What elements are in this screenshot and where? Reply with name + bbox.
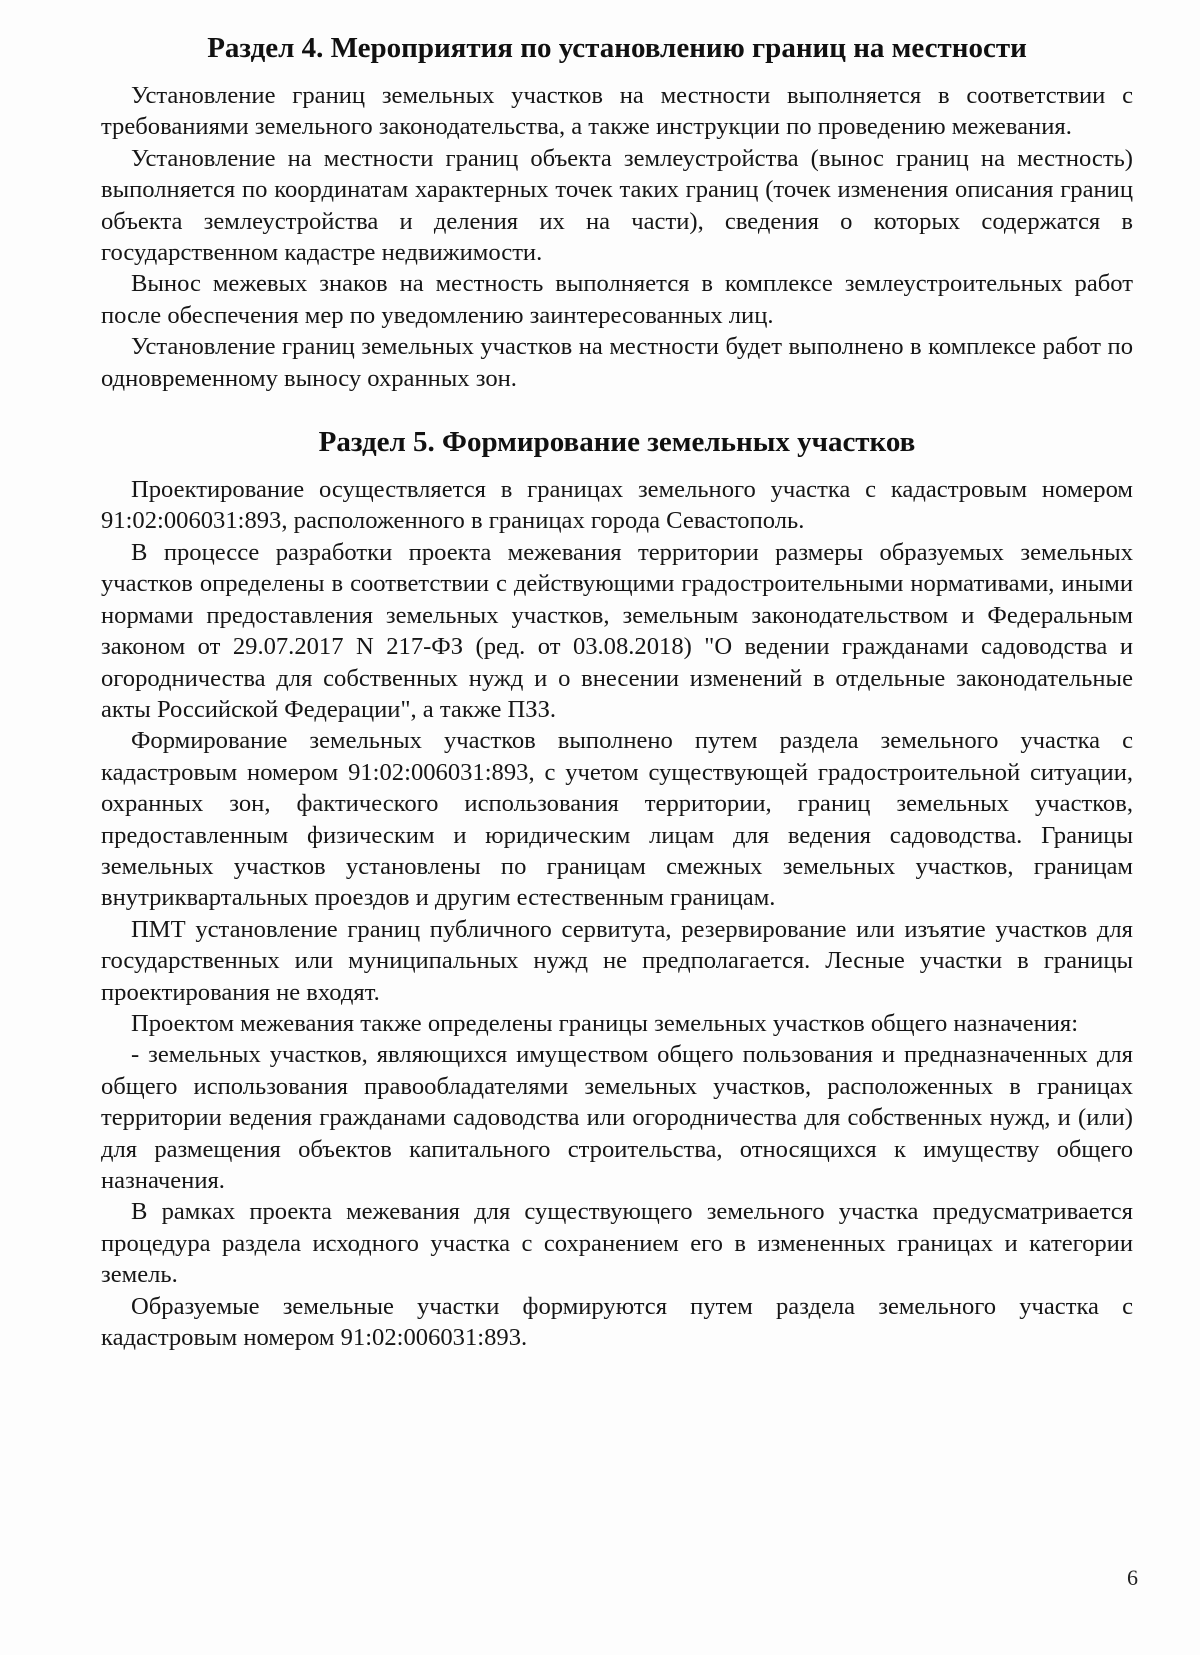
- section-4-paragraph-3: Вынос межевых знаков на местность выполняется в комплексе землеустроительных работ после обеспечения мер по уведомлению заинтересованных лиц.: [101, 270, 1133, 329]
- section-4-paragraph-4: Установление границ земельных участков на местности будет выполнено в комплексе работ по одновременному выносу охранных зон.: [101, 333, 1133, 392]
- section-5-paragraph-2: В процессе разработки проекта межевания территории размеры образуемых земельных участков определены в соответствии с действующими градостроительными нормативами, иными нормами предоставления земельных участков, земельным законодательством и Федеральным законом от 29.07.2017 N 217-ФЗ (ред. от 03.08.2018) "О ведении гражданами садоводства и огородничества для собственных нужд и о внесении изменений в отдельные законодательные акты Российской Федерации", а также ПЗЗ.: [101, 538, 1133, 723]
- section-5-paragraph-4: ПМТ установление границ публичного сервитута, резервирование или изъятие участков для государственных или муниципальных нужд не предполагается. Лесные участки в границы проектирования не входят.: [101, 915, 1133, 1006]
- section-5-paragraph-5: Проектом межевания также определены границы земельных участков общего назначения:: [131, 1009, 1079, 1037]
- section-4-paragraph-2: Установление на местности границ объекта землеустройства (вынос границ на местность) выполняется по координатам характерных точек таких границ (точек изменения описания границ объекта землеустройства и деления их на части), сведения о которых содержатся в государственном кадастре недвижимости.: [101, 144, 1133, 267]
- section-5-paragraph-3: Формирование земельных участков выполнено путем раздела земельного участка с кадастровым номером 91:02:006031:893, с учетом существующей градостроительной ситуации, охранных зон, фактического использования территории, границ земельных участков, предоставленным физическим и юридическим лицам для ведения садоводства. Границы земельных участков установлены по границам смежных земельных участков, границам внутриквартальных проездов и другим естественным границам.: [101, 727, 1133, 912]
- section-4-heading: Раздел 4. Мероприятия по установлению границ на местности: [207, 32, 1027, 64]
- page-content: [101, 30, 1133, 1353]
- section-4-paragraph-1: Установление границ земельных участков на местности выполняется в соответствии с требованиями земельного законодательства, а также инструкции по проведению межевания.: [101, 82, 1133, 141]
- section-5-paragraph-6: - земельных участков, являющихся имуществом общего пользования и предназначенных для общего использования правообладателями земельных участков, расположенных в границах территории ведения гражданами садоводства или огородничества для собственных нужд, и (или) для размещения объектов капитального строительства, относящихся к имуществу общего назначения.: [101, 1041, 1133, 1194]
- page-number: 6: [1127, 1565, 1138, 1590]
- section-5-heading: Раздел 5. Формирование земельных участков: [318, 426, 916, 459]
- section-5-paragraph-7: В рамках проекта межевания для существующего земельного участка предусматривается процедура раздела исходного участка с сохранением его в измененных границах и категории земель.: [101, 1198, 1133, 1289]
- section-5-paragraph-1: Проектирование осуществляется в границах земельного участка с кадастровым номером 91:02:006031:893, расположенного в границах города Севастополь.: [101, 476, 1133, 535]
- section-5-paragraph-8: Образуемые земельные участки формируются путем раздела земельного участка с кадастровым номером 91:02:006031:893.: [101, 1292, 1133, 1352]
